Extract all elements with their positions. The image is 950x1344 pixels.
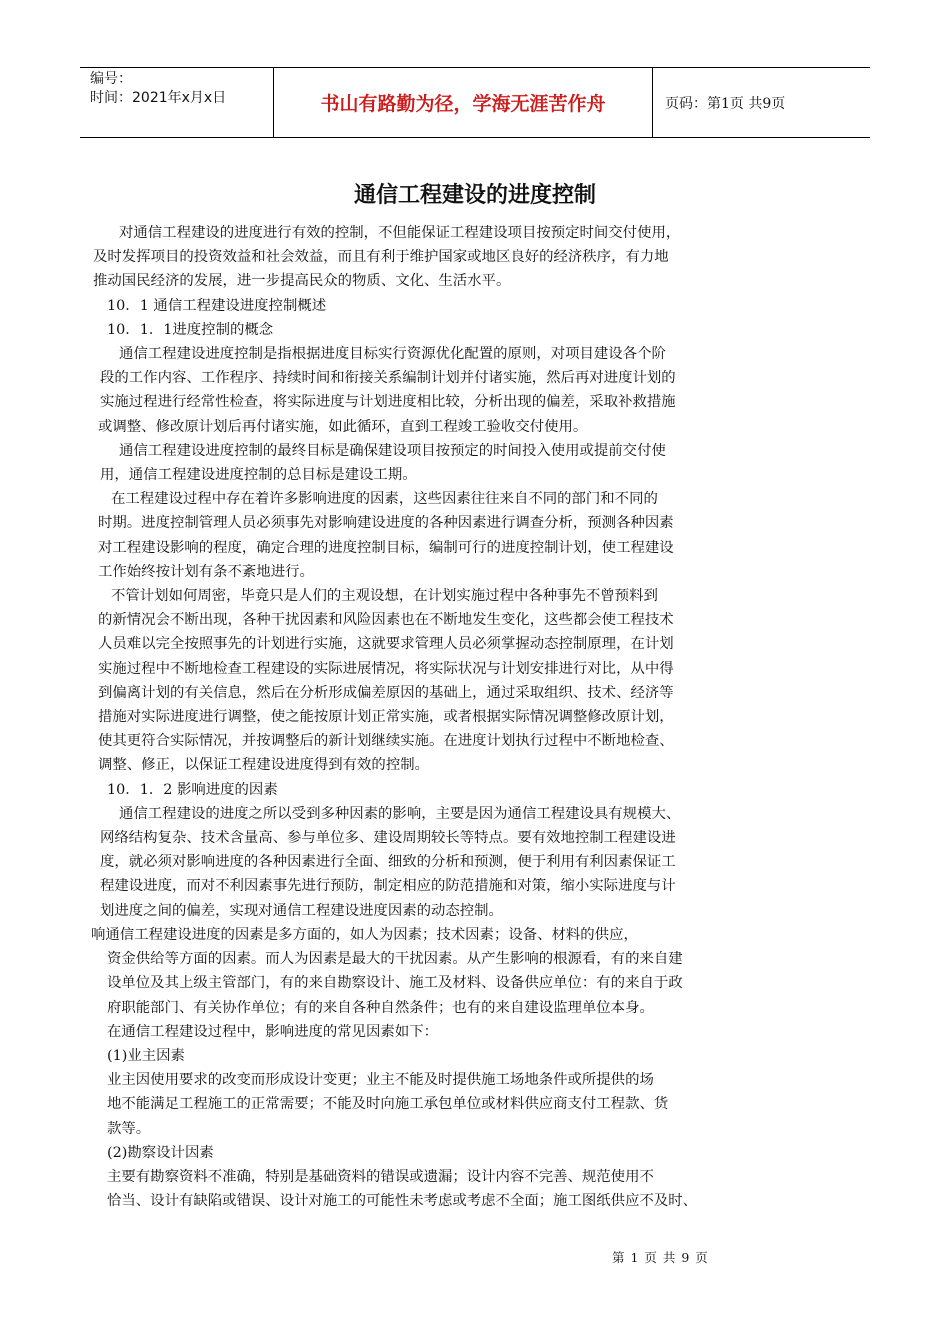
text-line: 主要有勘察资料不准确，特别是基础资料的错误或遗漏；设计内容不完善、规范使用不: [107, 1168, 654, 1185]
text-line: 段的工作内容、工作程序、持续时间和衔接关系编制计划并付诸实施，然后再对进度计划的: [100, 370, 676, 387]
page-footer: 第 1 页 共 9 页: [612, 1250, 709, 1265]
section-heading: 10．1．1进度控制的概念: [107, 321, 274, 338]
text-line: 设单位及其上级主管部门，有的来自勘察设计、施工及材料、设备供应单位：有的来自于政: [107, 975, 683, 992]
text-line: 人员难以完全按照事先的计划进行实施，这就要求管理人员必须掌握动态控制原理，在计划: [98, 636, 674, 653]
text-line: 在工程建设过程中存在着许多影响进度的因素，这些因素往往来自不同的部门和不同的: [111, 491, 658, 508]
section-heading: 10．1．2 影响进度的因素: [107, 781, 278, 798]
text-line: 到偏离计划的有关信息，然后在分析形成偏差原因的基础上，通过采取组织、技术、经济等: [98, 684, 674, 701]
document-body: [0, 221, 950, 1213]
text-line: 通信工程建设进度控制是指根据进度目标实行资源优化配置的原则，对项目建设各个阶: [119, 346, 666, 363]
header-page-info: 页码：第1页 共9页: [665, 95, 786, 112]
text-line: 对通信工程建设的进度进行有效的控制，不但能保证工程建设项目按预定时间交付使用，: [119, 225, 681, 241]
text-line: 资金供给等方面的因素。而人为因素是最大的干扰因素。从产生影响的根源看，有的来自建: [107, 951, 683, 968]
text-line: 对工程建设影响的程度，确定合理的进度控制目标，编制可行的进度控制计划，使工程建设: [98, 539, 674, 556]
text-line: 程建设进度，而对不利因素事先进行预防，制定相应的防范措施和对策，缩小实际进度与计: [100, 878, 676, 895]
text-line: 或调整、修改原计划后再付诸实施，如此循环，直到工程竣工验收交付使用。: [98, 418, 588, 435]
text-line: 使其更符合实际情况，并按调整后的新计划继续实施。在进度计划执行过程中不断地检查、: [98, 733, 674, 750]
text-line: 款等。: [107, 1120, 151, 1137]
text-line: 工作始终按计划有条不紊地进行。: [98, 563, 314, 580]
text-line: 度，就必须对影响进度的各种因素进行全面、细致的分析和预测，便于利用有利因素保证工: [100, 854, 676, 871]
text-line: 不管计划如何周密，毕竟只是人们的主观设想，在计划实施过程中各种事先不曾预料到: [111, 588, 658, 605]
section-heading: (2)勘察设计因素: [107, 1144, 214, 1161]
header-info-cell: [80, 68, 274, 137]
text-line: 划进度之间的偏差，实现对通信工程建设进度因素的动态控制。: [100, 902, 503, 919]
document-number-label: 编号：: [90, 71, 132, 87]
text-line: 网络结构复杂、技术含量高、参与单位多、建设周期较长等特点。要有效地控制工程建设进: [100, 830, 676, 847]
text-line: 业主因使用要求的改变而形成设计变更；业主不能及时提供施工场地条件或所提供的场: [107, 1072, 654, 1089]
section-heading: (1)业主因素: [107, 1047, 185, 1064]
text-line: 调整、修正，以保证工程建设进度得到有效的控制。: [98, 757, 429, 774]
text-line: 地不能满足工程施工的正常需要；不能及时向施工承包单位或材料供应商支付工程款、货: [107, 1096, 669, 1113]
text-line: 实施过程进行经常性检查，将实际进度与计划进度相比较，分析出现的偏差，采取补救措施: [100, 394, 676, 411]
text-line: 在通信工程建设过程中，影响进度的常见因素如下：: [107, 1023, 438, 1040]
text-line: 通信工程建设的进度之所以受到多种因素的影响，主要是因为通信工程建设具有规模大、: [119, 805, 681, 822]
text-line: 及时发挥项目的投资效益和社会效益，而且有利于维护国家或地区良好的经济秩序，有力地: [93, 249, 669, 266]
header-motto: 书山有路勤为径，学海无涯苦作舟: [274, 68, 653, 137]
text-line: 府职能部门、有关协作单位；有的来自各种自然条件；也有的来自建设监理单位本身。: [107, 999, 654, 1016]
text-line: 推动国民经济的发展，进一步提高民众的物质、文化、生活水平。: [93, 273, 511, 290]
text-line: 的新情况会不断出现，各种干扰因素和风险因素也在不断地发生变化，这些都会使工程技术: [98, 612, 674, 629]
text-line: 通信工程建设进度控制的最终目标是确保建设项目按预定的时间投入使用或提前交付使: [119, 442, 666, 459]
text-line: 措施对实际进度进行调整，使之能按原计划正常实施，或者根据实际情况调整修改原计划，: [98, 709, 674, 726]
text-line: 恰当、设计有缺陷或错误、设计对施工的可能性未考虑或考虑不全面；施工图纸供应不及时、: [107, 1193, 698, 1210]
document-time-label: 时间：2021年x月x日: [90, 90, 227, 106]
text-line: 实施过程中不断地检查工程建设的实际进展情况，将实际状况与计划安排进行对比，从中得: [98, 660, 674, 677]
section-heading: 10．1 通信工程建设进度控制概述: [107, 297, 327, 314]
header-table: [80, 67, 870, 138]
text-line: 时期。进度控制管理人员必须事先对影响建设进度的各种因素进行调查分析，预测各种因素: [98, 515, 674, 532]
text-line: 用，通信工程建设进度控制的总目标是建设工期。: [100, 467, 417, 484]
document-title: 通信工程建设的进度控制: [353, 183, 596, 208]
text-line: 响通信工程建设进度的因素是多方面的，如人为因素；技术因素；设备、材料的供应，: [91, 926, 638, 943]
